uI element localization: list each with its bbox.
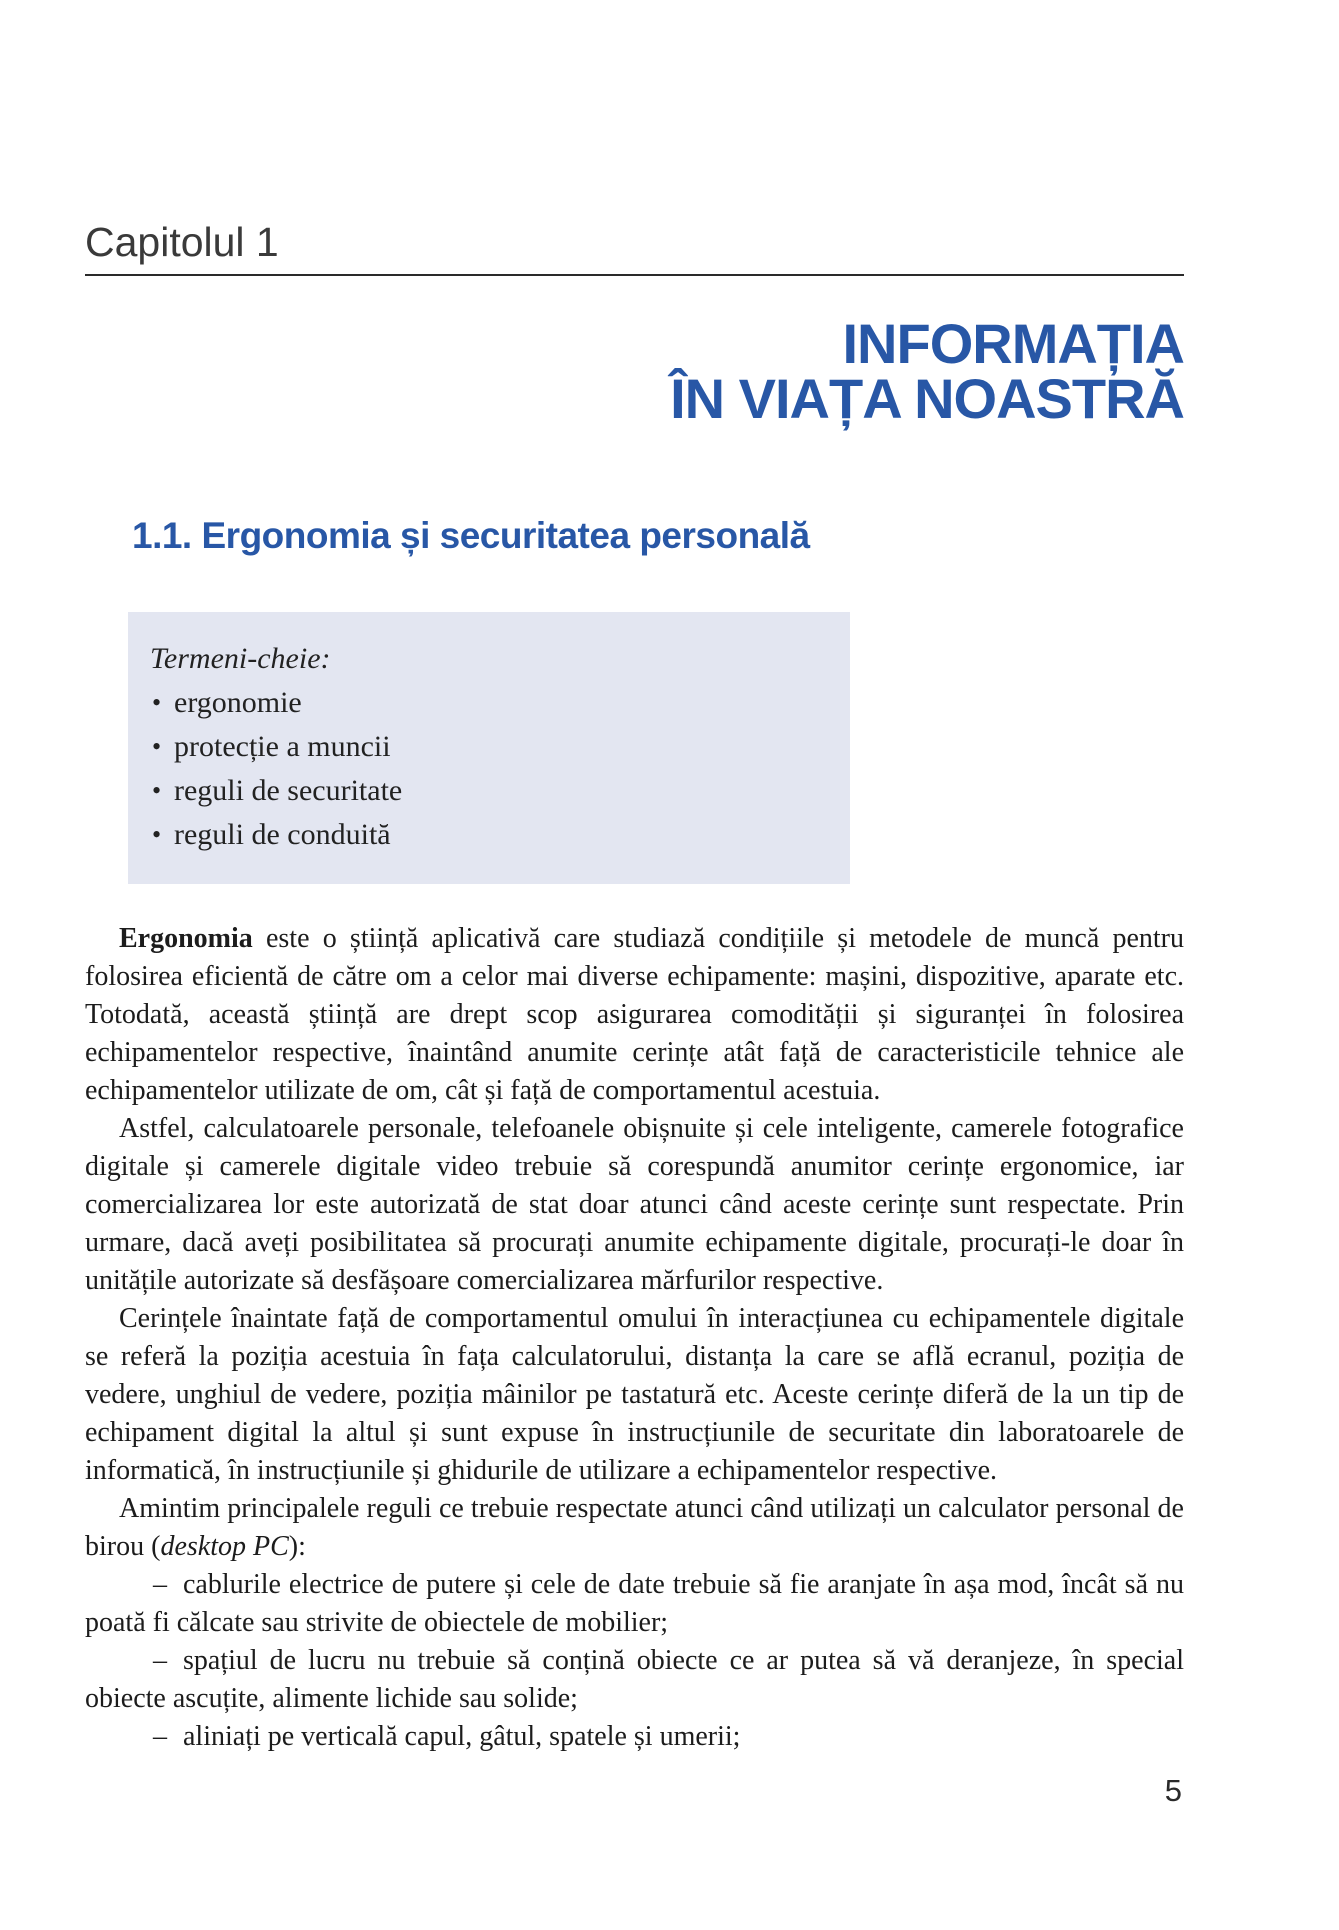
paragraph-4-after: ): bbox=[288, 1531, 306, 1562]
key-term-item bbox=[150, 774, 830, 808]
title-line-1: INFORMAȚIA bbox=[842, 312, 1184, 375]
paragraph-4-before: Amintim principalele reguli ce trebuie respectate atunci când utilizați un calculator personal de birou ( bbox=[85, 1493, 1184, 1562]
paragraph-1-lead: Ergonomia bbox=[119, 923, 253, 954]
key-term-label: ergonomie bbox=[174, 686, 302, 719]
dash-marker: – bbox=[153, 1569, 167, 1600]
page-number: 5 bbox=[1164, 1773, 1182, 1808]
key-terms-title: Termeni-cheie: bbox=[150, 642, 331, 675]
key-term-label: reguli de securitate bbox=[174, 774, 403, 807]
paragraph-4 bbox=[85, 1490, 1184, 1566]
rule-list-item bbox=[85, 1642, 1184, 1718]
dash-marker: – bbox=[153, 1721, 167, 1752]
rule-list-item bbox=[85, 1566, 1184, 1642]
body-text bbox=[85, 920, 1184, 1756]
chapter-rule bbox=[85, 274, 1184, 276]
paragraph-4-italic: desktop PC bbox=[160, 1531, 289, 1562]
key-term-item bbox=[150, 686, 830, 720]
paragraph-1-rest: este o știință aplicativă care studiază condițiile și metodele de muncă pentru folosirea eficientă de către om a celor mai diverse echipamente: mașini, dispozitive, aparate etc. Totodată, această știință are drept scop asigurarea comodității și siguranței în folosirea echipamentelor respective, înaintând anumite cerințe atât față de caracteristicile tehnice ale echipamentelor utilizate de om, cât și față de comportamentul acestuia. bbox=[85, 923, 1184, 1106]
key-term-item bbox=[150, 818, 830, 852]
bullet-icon: • bbox=[152, 732, 162, 761]
key-term-item bbox=[150, 730, 830, 764]
paragraph-1 bbox=[85, 920, 1184, 1110]
text-block bbox=[85, 0, 1184, 1756]
bullet-icon: • bbox=[152, 776, 162, 805]
chapter-label: Capitolul 1 bbox=[85, 219, 279, 265]
key-term-label: reguli de conduită bbox=[174, 818, 391, 851]
bullet-icon: • bbox=[152, 688, 162, 717]
paragraph-3: Cerințele înaintate față de comportamentul omului în interacțiunea cu echipamentele digitale se referă la poziția acestuia în fața calculatorului, distanța la care se află ecranul, poziția de vedere, unghiul de vedere, poziția mâinilor pe tastatură etc. Aceste cerințe diferă de la un tip de echipament digital la altul și sunt expuse în instrucțiunile de securitate din laboratoarele de informatică, în instrucțiunile și ghidurile de utilizare a echipamentelor respective. bbox=[85, 1303, 1184, 1486]
dash-marker: – bbox=[153, 1645, 167, 1676]
section-heading: 1.1. Ergonomia și securitatea personală bbox=[132, 515, 810, 556]
page-title bbox=[85, 312, 1184, 430]
key-terms-box bbox=[128, 612, 850, 884]
key-term-label: protecție a muncii bbox=[174, 730, 391, 763]
rule-list-item-text: cablurile electrice de putere și cele de date trebuie să fie aranjate în așa mod, încât să nu poată fi călcate sau strivite de obiectele de mobilier; bbox=[85, 1569, 1184, 1638]
title-line-2: ÎN VIAȚA NOASTRĂ bbox=[670, 367, 1184, 430]
bullet-icon: • bbox=[152, 820, 162, 849]
rule-list-item bbox=[85, 1718, 1184, 1756]
rule-list-item-text: aliniați pe verticală capul, gâtul, spatele și umerii; bbox=[183, 1721, 741, 1752]
rule-list-item-text: spațiul de lucru nu trebuie să conțină obiecte ce ar putea să vă deranjeze, în special obiecte ascuțite, alimente lichide sau solide; bbox=[85, 1645, 1184, 1714]
paragraph-2: Astfel, calculatoarele personale, telefoanele obișnuite și cele inteligente, camerele fotografice digitale și camerele digitale video trebuie să corespundă anumitor cerințe ergonomice, iar comercializarea lor este autorizată de stat doar atunci când aceste cerințe sunt respectate. Prin urmare, dacă aveți posibilitatea să procurați anumite echipamente digitale, procurați-le doar în unitățile autorizate să desfășoare comercializarea mărfurilor respective. bbox=[85, 1113, 1184, 1296]
